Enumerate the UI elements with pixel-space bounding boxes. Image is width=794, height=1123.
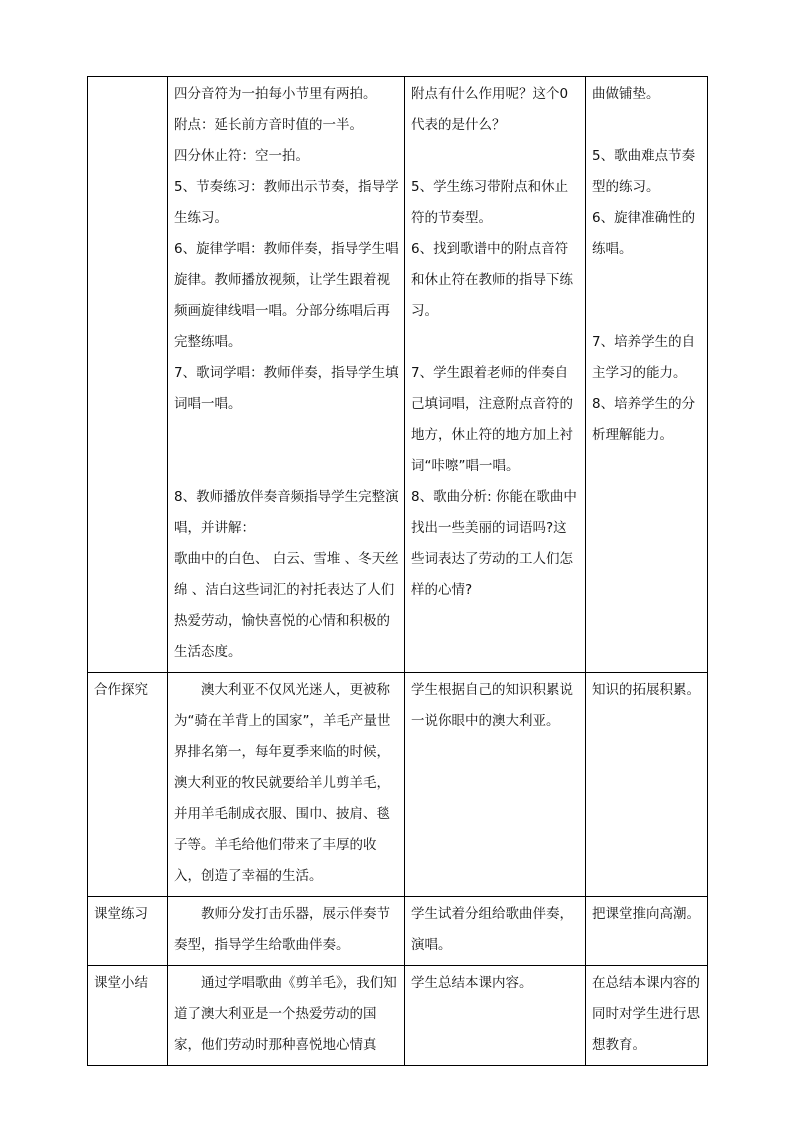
- student-activity-cell: [405, 673, 586, 897]
- intent-text: 5、歌曲难点节奏型的练习。: [592, 148, 696, 195]
- student-text: 5、学生练习带附点和休止符的节奏型。: [411, 179, 569, 226]
- teacher-activity-cell: [168, 897, 405, 966]
- intent-text: 曲做铺垫。: [592, 86, 660, 102]
- spacer: [174, 420, 399, 482]
- teacher-text: 四分音符为一拍每小节里有两拍。: [174, 86, 377, 102]
- student-text: 学生根据自己的知识积累说一说你眼中的澳大利亚。: [411, 682, 573, 729]
- row-label: 课堂小结: [94, 975, 148, 991]
- spacer: [592, 265, 702, 327]
- row-label-cell: [88, 897, 168, 966]
- intent-text: 知识的拓展积累。: [592, 682, 700, 698]
- student-activity-cell: [405, 966, 586, 1066]
- design-intent-cell: [586, 966, 708, 1066]
- row-label-cell: [88, 77, 168, 673]
- teacher-text: 教师分发打击乐器，展示伴奏节奏型，指导学生给歌曲伴奏。: [174, 906, 390, 953]
- student-text: 8、歌曲分析: 你能在歌曲中找出一些美丽的词语吗?这些词表达了劳动的工人们怎样的心情?: [411, 489, 577, 598]
- teacher-text: 四分休止符：空一拍。: [174, 148, 309, 164]
- teacher-activity-cell: [168, 673, 405, 897]
- student-text: 附点有什么作用呢？这个0代表的是什么？: [411, 86, 569, 133]
- intent-text: 把课堂推向高潮。: [592, 906, 700, 922]
- intent-text: 在总结本课内容的同时对学生进行思想教育。: [592, 975, 700, 1053]
- design-intent-cell: [586, 77, 708, 673]
- teacher-text: 6、旋律学唱：教师伴奏，指导学生唱旋律。教师播放视频，让学生跟着视频画旋律线唱一唱。分部分练唱后再完整练唱。: [174, 241, 399, 350]
- row-label: 课堂练习: [94, 906, 148, 922]
- row-label-cell: [88, 966, 168, 1066]
- teacher-text: 8、教师播放伴奏音频指导学生完整演唱，并讲解：: [174, 489, 399, 536]
- spacer: [592, 110, 702, 141]
- design-intent-cell: [586, 897, 708, 966]
- intent-text: 6、旋律准确性的练唱。: [592, 210, 696, 257]
- teacher-text: 澳大利亚不仅风光迷人，更被称为“骑在羊背上的国家”，羊毛产量世界排名第一，每年夏季来临的时候，澳大利亚的牧民就要给羊儿剪羊毛，并用羊毛制成衣服、围巾、披肩、毯子等。羊毛给他们带来了丰厚的收入，创造了幸福的生活。: [174, 682, 391, 884]
- teacher-activity-cell: [168, 966, 405, 1066]
- student-text: 7、学生跟着老师的伴奏自己填词唱，注意附点音符的地方，休止符的地方加上衬词“咔嚓”唱一唱。: [411, 365, 573, 474]
- teacher-text: 歌曲中的白色、 白云、雪堆 、冬天丝绵 、洁白这些词汇的衬托表达了人们热爱劳动，愉快喜悦的心情和积极的生活态度。: [174, 551, 399, 660]
- table-row: [88, 897, 708, 966]
- teacher-activity-cell: [168, 77, 405, 673]
- design-intent-cell: [586, 673, 708, 897]
- teacher-text: 5、节奏练习：教师出示节奏，指导学生练习。: [174, 179, 399, 226]
- row-label: 合作探究: [94, 682, 148, 698]
- student-activity-cell: [405, 77, 586, 673]
- teacher-text: 通过学唱歌曲《剪羊毛》，我们知道了澳大利亚是一个热爱劳动的国家，他们劳动时那种喜悦地心情真: [174, 975, 397, 1053]
- student-activity-cell: [405, 897, 586, 966]
- table-row: [88, 966, 708, 1066]
- row-label-cell: [88, 673, 168, 897]
- table-row: [88, 77, 708, 673]
- student-text: 6、找到歌谱中的附点音符和休止符在教师的指导下练习。: [411, 241, 573, 319]
- lesson-plan-table: [87, 76, 708, 1066]
- spacer: [411, 141, 580, 172]
- table-row: [88, 673, 708, 897]
- spacer: [411, 327, 580, 358]
- intent-text: 8、培养学生的分析理解能力。: [592, 396, 696, 443]
- teacher-text: 附点：延长前方音时值的一半。: [174, 117, 363, 133]
- intent-text: 7、培养学生的自主学习的能力。: [592, 334, 696, 381]
- teacher-text: 7、歌词学唱：教师伴奏，指导学生填词唱一唱。: [174, 365, 399, 412]
- student-text: 学生总结本课内容。: [411, 975, 533, 991]
- student-text: 学生试着分组给歌曲伴奏，演唱。: [411, 906, 573, 953]
